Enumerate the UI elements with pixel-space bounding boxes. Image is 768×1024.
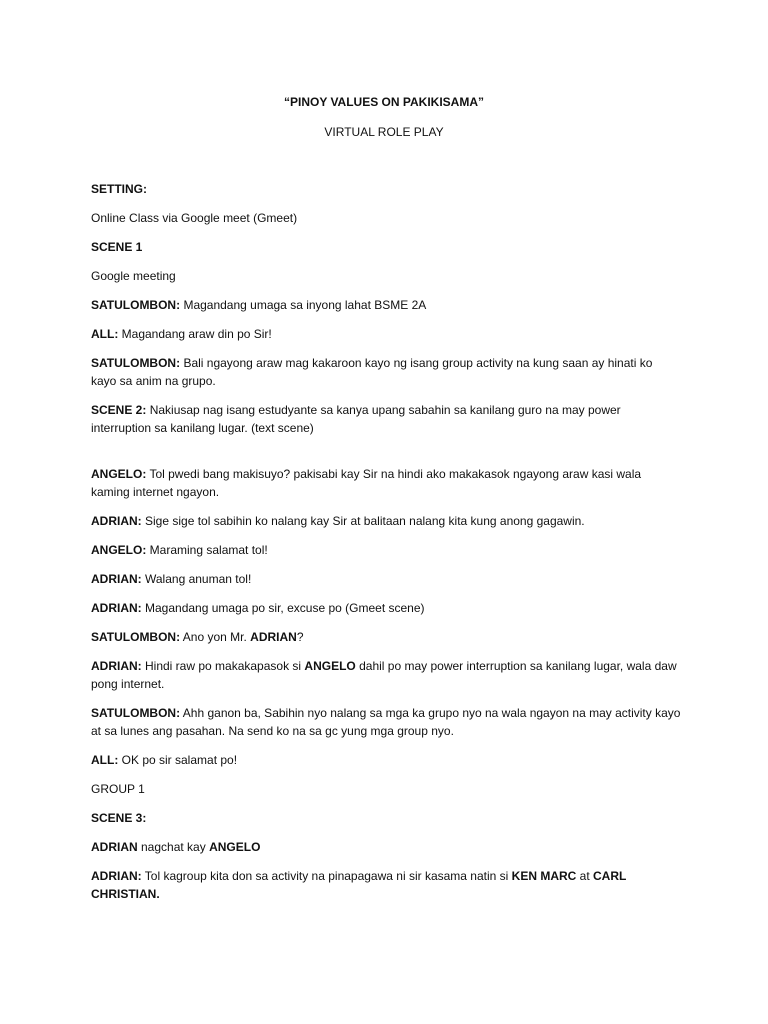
line-text: dahil po may power interruption sa kanilang lugar, wala daw pong internet. (91, 659, 677, 691)
document-title: “PINOY VALUES ON PAKIKISAMA” (283, 95, 485, 109)
speaker-label: ADRIAN: (91, 514, 142, 528)
speaker-label: ADRIAN: (91, 659, 142, 673)
script-line (91, 401, 681, 437)
script-line (91, 657, 681, 693)
script-line (91, 628, 681, 646)
line-text: ? (296, 630, 304, 644)
line-text: Sige sige tol sabihin ko nalang kay Sir at balitaan nalang kita kung anong gagawin. (141, 514, 585, 528)
line-text: Ahh ganon ba, Sabihin nyo nalang sa mga ka grupo nyo na wala ngayon na may activity kayo at sa lunes ang pasahan. Na send ko na sa gc yung mga group nyo. (91, 706, 681, 738)
name-highlight: KEN MARC (511, 869, 577, 883)
script-line (91, 751, 681, 769)
script-line (91, 465, 681, 501)
speaker-label: SATULOMBON: (91, 356, 181, 370)
line-text: Tol pwedi bang makisuyo? pakisabi kay Sir na hindi ako makakasok ngayong araw kasi wala kaming internet ngayon. (91, 467, 642, 499)
script-line (91, 238, 681, 256)
script-line (91, 325, 681, 343)
script-line (91, 809, 681, 827)
line-text: OK po sir salamat po! (118, 753, 238, 767)
script-line (91, 267, 681, 285)
speaker-label: SATULOMBON: (91, 706, 181, 720)
line-text: Magandang umaga sa inyong lahat BSME 2A (180, 298, 427, 312)
script-line (91, 180, 681, 198)
script-line (91, 541, 681, 559)
line-text: at (576, 869, 594, 883)
script-line (91, 838, 681, 856)
script-line (91, 296, 681, 314)
line-text: Magandang araw din po Sir! (118, 327, 272, 341)
speaker-label: ADRIAN: (91, 601, 142, 615)
line-text: Hindi raw po makakapasok si (141, 659, 305, 673)
name-highlight: ANGELO (209, 840, 261, 854)
script-line (91, 570, 681, 588)
scene-label: SCENE 1 (91, 240, 143, 254)
speaker-label: ALL: (91, 327, 119, 341)
line-text: Magandang umaga po sir, excuse po (Gmeet scene) (141, 601, 425, 615)
script-line (91, 209, 681, 227)
line-text: Maraming salamat tol! (146, 543, 268, 557)
speaker-label: ANGELO: (91, 467, 147, 481)
script-line (91, 354, 681, 390)
line-text: Nakiusap nag isang estudyante sa kanya upang sabahin sa kanilang guro na may power interruption sa kanilang lugar. (text scene) (91, 403, 621, 435)
line-text: Online Class via Google meet (Gmeet) (91, 211, 298, 225)
scene-label: SCENE 3: (91, 811, 147, 825)
document-subtitle: VIRTUAL ROLE PLAY (324, 125, 444, 139)
script-line (91, 599, 681, 617)
speaker-label: ANGELO: (91, 543, 147, 557)
speaker-label: SATULOMBON: (91, 298, 181, 312)
speaker-label: ADRIAN: (91, 869, 142, 883)
speaker-label: ALL: (91, 753, 119, 767)
group-label: GROUP 1 (91, 782, 145, 796)
line-text: Google meeting (91, 269, 176, 283)
speaker-label: ADRIAN (91, 840, 138, 854)
line-text: Bali ngayong araw mag kakaroon kayo ng isang group activity na kung saan ay hinati ko kayo sa anim na grupo. (91, 356, 653, 388)
line-text: Walang anuman tol! (141, 572, 252, 586)
line-text: Ano yon Mr. (180, 630, 251, 644)
script-line (91, 704, 681, 740)
name-highlight: CARL CHRISTIAN. (91, 869, 627, 901)
script-body (91, 180, 681, 914)
speaker-label: SATULOMBON: (91, 630, 181, 644)
script-line (91, 780, 681, 798)
line-text: Tol kagroup kita don sa activity na pinapagawa ni sir kasama natin si (141, 869, 512, 883)
name-highlight: ADRIAN (250, 630, 297, 644)
script-line (91, 512, 681, 530)
speaker-label: ADRIAN: (91, 572, 142, 586)
script-line (91, 867, 681, 903)
speaker-label: SETTING: (91, 182, 147, 196)
line-text: nagchat kay (137, 840, 210, 854)
scene-label: SCENE 2: (91, 403, 147, 417)
name-highlight: ANGELO (304, 659, 356, 673)
